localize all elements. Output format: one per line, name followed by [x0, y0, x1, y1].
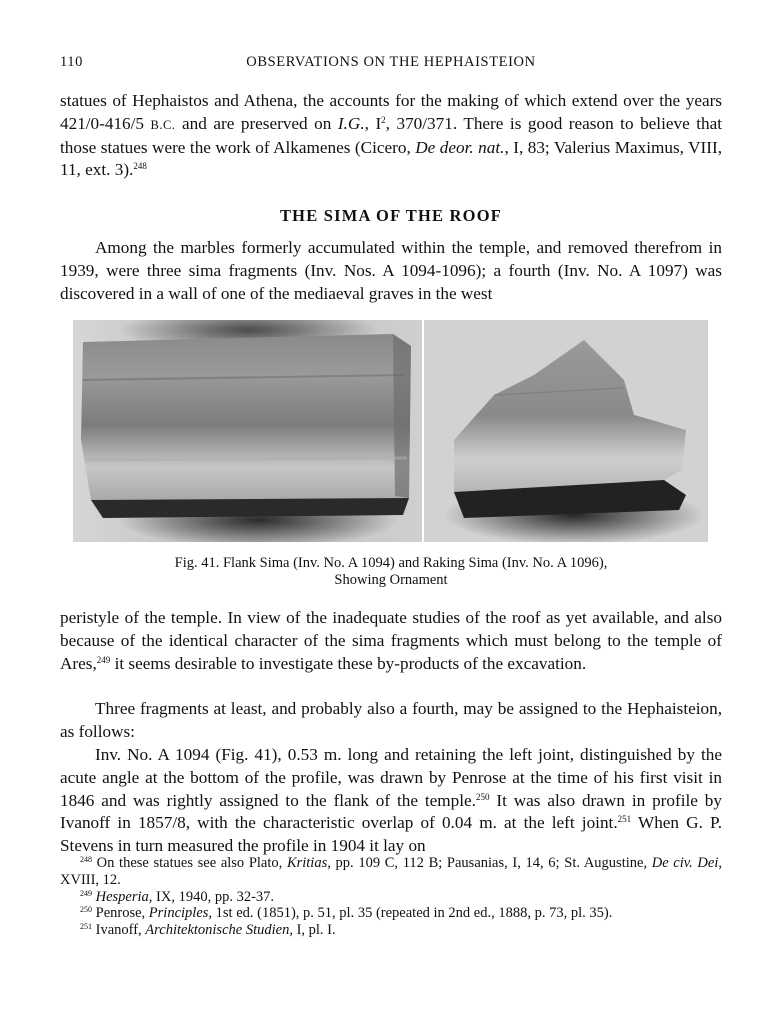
paragraph-statues: statues of Hephaistos and Athena, the accounts for the making of which extend over the years 421/0-416/5 B.C. and are preserved on I.G., $I^2$, 370/371. There is good reason to believe that those statues were the work of Alkamenes (Cicero, De deor. nat., I, 83; Valerius Maximus, VIII, 11, ext. 3).$^{248}$ — [60, 91, 722, 180]
footnotes — [60, 855, 722, 939]
flank-sima-photo — [73, 320, 422, 542]
running-head — [60, 54, 722, 74]
footnote-250: $^{250}$ Penrose, Principles, 1st ed. (1851), p. 51, pl. 35 (repeated in 2nd ed., 1888, p. 73, pl. 35). — [80, 905, 613, 922]
footnote-248: $^{248}$ On these statues see also Plato, Kritias, pp. 109 C, 112 B; Pausanias, I, 14, 6; St. Augustine, De civ. Dei, XVIII, 12. — [60, 855, 722, 888]
paragraph-peristyle: peristyle of the temple. In view of the inadequate studies of the roof as yet available, and also because of the identical character of the sima fragments which must belong to the temple of Ares,$^{249}$ it seems desirable to investigate these by-products of the excavation. — [60, 608, 722, 673]
paragraph-marbles: Among the marbles formerly accumulated within the temple, and removed therefrom in 1939, were three sima fragments (Inv. Nos. A 1094-1096); a fourth (Inv. No. A 1097) was discovered in a wall of one of the mediaeval graves in the west — [60, 238, 722, 303]
paragraph-inv-a1094: Inv. No. A 1094 (Fig. 41), 0.53 m. long and retaining the left joint, distinguished by the acute angle at the bottom of the profile, was drawn by Penrose at the time of his first visit in 1846 and was rightly assigned to the flank of the temple.$^{250}$ It was also drawn in profile by Ivanoff in 1857/8, with the characteristic overlap of 0.04 m. at the left joint.$^{251}$ When G. P. Stevens in turn measured the profile in 1904 it lay on — [60, 745, 722, 856]
figure-caption: Fig. 41. Flank Sima (Inv. No. A 1094) and Raking Sima (Inv. No. A 1096), Showing Ornament — [174, 555, 608, 588]
page-number: 110 — [60, 54, 84, 70]
running-title: OBSERVATIONS ON THE HEPHAISTEION — [246, 54, 536, 70]
raking-sima-photo — [424, 320, 708, 542]
figure-41 — [73, 320, 708, 542]
footnote-ref-250[interactable]: 250 — [475, 791, 490, 802]
section-heading: THE SIMA OF THE ROOF — [279, 206, 503, 225]
paragraph-three-fragments: Three fragments at least, and probably also a fourth, may be assigned to the Hephaisteion, as follows: — [60, 699, 722, 741]
footnote-ref-251[interactable]: 251 — [617, 814, 632, 825]
footnote-ref-248[interactable]: 248 — [133, 161, 147, 172]
raking-sima-image — [424, 320, 708, 542]
footnote-251: $^{251}$ Ivanoff, Architektonische Studien, I, pl. I. — [80, 922, 336, 939]
flank-sima-image — [73, 320, 422, 542]
footnote-ref-249[interactable]: 249 — [96, 654, 111, 665]
footnote-249: $^{249}$ Hesperia, IX, 1940, pp. 32-37. — [80, 888, 275, 905]
